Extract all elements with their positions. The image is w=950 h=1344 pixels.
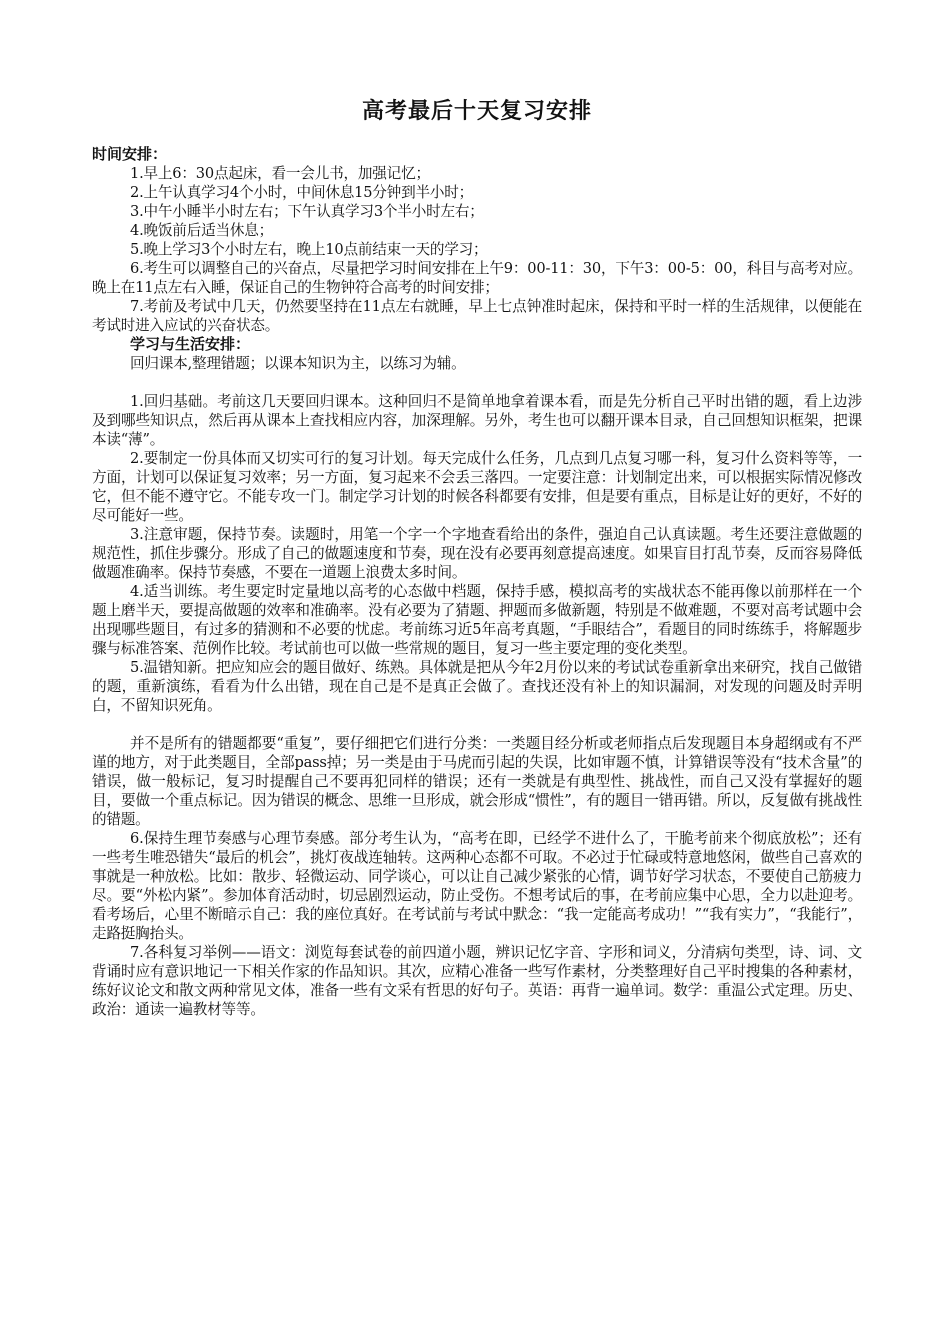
time-item-5: 5.晚上学习3个小时左右，晚上10点前结束一天的学习； [130, 241, 488, 258]
error-classification-paragraph: 并不是所有的错题都要“重复”，要仔细把它们进行分类：一类题目经分析或老师指点后发现题目本身超纲或有不严谨的地方，对于此类题目，全部pass掉；另一类是由于马虎而引起的失误，比如审题不慎，计算错误等没有“技术含量”的错误，做一般标记，复习时提醒自己不要再犯同样的错误；还有一类就是有典型性、挑战性，而自己又没有掌握好的题目，要做一个重点标记。因为错误的概念、思维一旦形成，就会形成“惯性”，有的题目一错再错。所以，反复做有挑战性的错题。 [92, 735, 862, 828]
time-item-4: 4.晚饭前后适当休息； [130, 222, 274, 239]
study-intro: 回归课本,整理错题；以课本知识为主，以练习为辅。 [130, 355, 466, 372]
document-page [92, 96, 862, 1019]
study-section-heading: 学习与生活安排： [130, 335, 251, 353]
spacer [92, 715, 862, 734]
time-item-2: 2.上午认真学习4个小时，中间休息15分钟到半小时； [130, 184, 474, 201]
time-item-6: 6.考生可以调整自己的兴奋点，尽量把学习时间安排在上午9：00-11：30，下午3：00-5：00，科目与高考对应。晚上在11点左右入睡，保证自己的生物钟符合高考的时间安排； [92, 260, 862, 296]
study-item-6: 6.保持生理节奏感与心理节奏感。部分考生认为，“高考在即，已经学不进什么了，干脆考前来个彻底放松”；还有一些考生唯恐错失“最后的机会”，挑灯夜战连轴转。这两种心态都不可取。不必过于忙碌或特意地悠闲，做些自己喜欢的事就是一种放松。比如：散步、轻微运动、同学谈心，可以让自己减少紧张的心情，调节好学习状态，不要使自己筋疲力尽。要“外松内紧”。参加体育活动时，切忌剧烈运动，防止受伤。不想考试后的事，在考前应集中心思，全力以赴迎考。看考场后，心里不断暗示自己：我的座位真好。在考试前与考试中默念：“我一定能高考成功！”“我有实力”，“我能行”，走路挺胸抬头。 [92, 830, 862, 942]
spacer [92, 373, 862, 392]
study-item-2: 2.要制定一份具体而又切实可行的复习计划。每天完成什么任务，几点到几点复习哪一科，复习什么资料等等，一方面，计划可以保证复习效率；另一方面，复习起来不会丢三落四。一定要注意：计划制定出来，可以根据实际情况修改它，但不能不遵守它。不能专攻一门。制定学习计划的时候各科都要有安排，但是要有重点，目标是让好的更好，不好的尽可能好一些。 [92, 450, 862, 524]
time-item-7: 7.考前及考试中几天，仍然要坚持在11点左右就睡，早上七点钟准时起床，保持和平时一样的生活规律，以便能在考试时进入应试的兴奋状态。 [92, 298, 862, 334]
page-title: 高考最后十天复习安排 [361, 99, 592, 124]
time-item-3: 3.中午小睡半小时左右；下午认真学习3个半小时左右； [130, 203, 484, 220]
time-item-1: 1.早上6：30点起床，看一会儿书，加强记忆； [130, 165, 430, 182]
study-item-7: 7.各科复习举例——语文：浏览每套试卷的前四道小题，辨识记忆字音、字形和词义，分清病句类型，诗、词、文背诵时应有意识地记一下相关作家的作品知识。其次，应精心准备一些写作素材，分类整理好自己平时搜集的各种素材，练好议论文和散文两种常见文体，准备一些有文采有哲思的好句子。英语：再背一遍单词。数学：重温公式定理。历史、政治：通读一遍教材等等。 [92, 944, 862, 1018]
study-item-5: 5.温错知新。把应知应会的题目做好、练熟。具体就是把从今年2月份以来的考试试卷重新拿出来研究，找自己做错的题，重新演练，看看为什么出错，现在自己是不是真正会做了。查找还没有补上的知识漏洞，对发现的问题及时弄明白，不留知识死角。 [92, 659, 862, 714]
study-item-1: 1.回归基础。考前这几天要回归课本。这种回归不是简单地拿着课本看，而是先分析自己平时出错的题，看上边涉及到哪些知识点，然后再从课本上查找相应内容，加深理解。另外，考生也可以翻开课本目录，自己回想知识框架，把课本读“薄”。 [92, 393, 862, 448]
study-item-3: 3.注意审题，保持节奏。读题时，用笔一个字一个字地查看给出的条件，强迫自己认真读题。考生还要注意做题的规范性，抓住步骤分。形成了自己的做题速度和节奏，现在没有必要再刻意提高速度。如果盲目打乱节奏，反而容易降低做题准确率。保持节奏感，不要在一道题上浪费太多时间。 [92, 526, 862, 581]
study-item-4: 4.适当训练。考生要定时定量地以高考的心态做中档题，保持手感，模拟高考的实战状态不能再像以前那样在一个题上磨半天，要提高做题的效率和准确率。没有必要为了猜题、押题而多做新题，特别是不做难题，不要对高考试题中会出现哪些题目，有过多的猜测和不必要的忧虑。考前练习近5年高考真题，“手眼结合”，看题目的同时练练手，将解题步骤与标准答案、范例作比较。考试前也可以做一些常规的题目，复习一些主要定理的变化类型。 [92, 583, 862, 657]
time-section-heading: 时间安排： [92, 145, 168, 163]
